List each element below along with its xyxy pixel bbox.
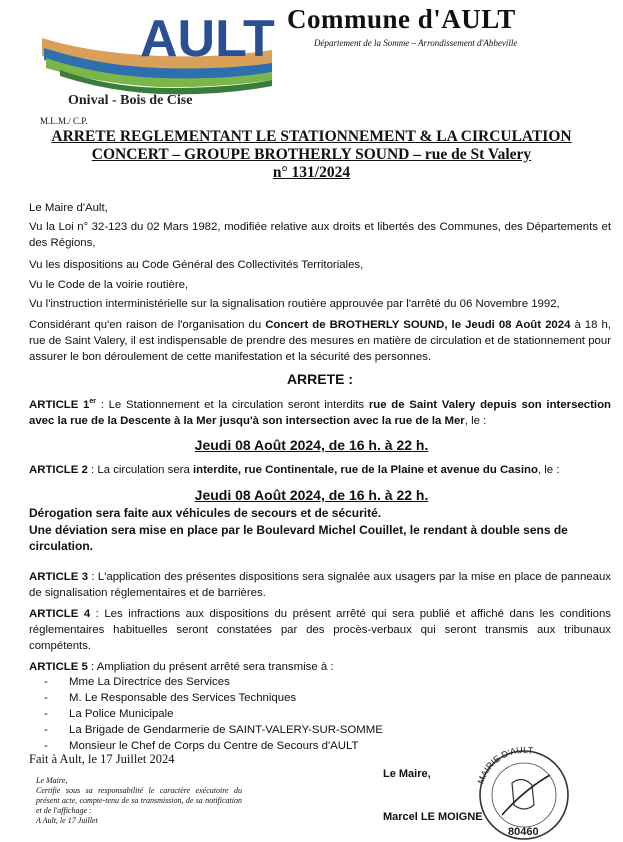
svg-text:MAIRIE D'AULT: MAIRIE D'AULT (475, 744, 534, 786)
commune-name: Commune d'AULT (287, 4, 516, 34)
list-item: - Monsieur le Chef de Corps du Centre de Secours d'AULT (44, 740, 359, 752)
vu-cgct: Vu les dispositions au Code Général des Collectivités Territoriales, (29, 259, 364, 271)
ault-logo (40, 8, 275, 108)
deviation: Une déviation sera mise en place par le Boulevard Michel Couillet, le rendant à double sens de circulation. (29, 523, 568, 553)
list-item: - M. Le Responsable des Services Techniques (44, 692, 297, 704)
derogation: Dérogation sera faite aux véhicules de secours et de sécurité. (29, 506, 382, 520)
list-item: - Mme La Directrice des Services (44, 676, 230, 688)
article-3: ARTICLE 3 : L'application des présentes dispositions sera signalée aux usagers par la mise en place de panneaux de signalisation réglementaires et de barrières. (29, 571, 611, 599)
considerant: Considérant qu'en raison de l'organisation du Concert de BROTHERLY SOUND, le Jeudi 08 Août 2024 à 18 h, rue de Saint Valery, il est indispensable de prendre des mesures en matière de circulation et de stationnement pour assurer le bon déroulement de cette manifestation et la sécurité des personnes. (29, 319, 611, 363)
department-line: Département de la Somme – Arrondissement d'Abbeville (314, 38, 518, 48)
signer-title: Le Maire, (383, 768, 431, 780)
decree-title-line2: CONCERT – GROUPE BROTHERLY SOUND – rue de St Valery (91, 146, 532, 163)
article-5: ARTICLE 5 : Ampliation du présent arrêté sera transmise à : (29, 661, 334, 673)
recipient-list (44, 674, 383, 754)
cert-title: Le Maire, (36, 776, 68, 785)
reference-initials: M.L.M./ C.P. (40, 116, 88, 126)
mairie-stamp (462, 735, 582, 840)
article-2: ARTICLE 2 : La circulation sera interdite, rue Continentale, rue de la Plaine et avenue du Casino, le : (29, 464, 560, 476)
cert-text: Certifie sous sa responsabilité le caractère exécutoire du présent acte, compte-tenu de sa transmission, de sa notification et de l'affichage : (36, 786, 242, 815)
decree-title-line1: ARRETE REGLEMENTANT LE STATIONNEMENT & LA CIRCULATION (51, 128, 572, 145)
date-article-1: Jeudi 08 Août 2024, de 16 h. à 22 h. (194, 437, 429, 453)
svg-text:80460: 80460 (508, 826, 539, 838)
signed-place-date: Fait à Ault, le 17 Juillet 2024 (29, 752, 175, 766)
mayor-line: Le Maire d'Ault, (29, 202, 108, 214)
date-article-2: Jeudi 08 Août 2024, de 16 h. à 22 h. (194, 487, 429, 503)
certification-block (36, 776, 242, 826)
arrete-heading: ARRETE : (286, 371, 354, 387)
logo-subtitle: Onival - Bois de Cise (68, 93, 193, 108)
article-1: ARTICLE 1er : Le Stationnement et la circulation seront interdits rue de Saint Valery depuis son intersection avec la rue de la Descente à la Mer jusqu'à son intersection avec la rue de la Mer, le : (29, 398, 611, 427)
list-item: - La Brigade de Gendarmerie de SAINT-VALERY-SUR-SOMME (44, 724, 383, 736)
vu-loi: Vu la Loi n° 32-123 du 02 Mars 1982, modifiée relative aux droits et libertés des Communes, des Départements et des Régions, (29, 221, 611, 249)
cert-place: A Ault, le 17 Juillet (36, 816, 98, 825)
svg-text:AULT: AULT (140, 10, 275, 68)
vu-instruction: Vu l'instruction interministérielle sur la signalisation routière approuvée par l'arrêté du 06 Novembre 1992, (29, 298, 560, 310)
signer-name: Marcel LE MOIGNE (383, 811, 483, 823)
decree-number: n° 131/2024 (272, 164, 351, 181)
vu-voirie: Vu le Code de la voirie routière, (29, 279, 189, 291)
article-4: ARTICLE 4 : Les infractions aux dispositions du présent arrêté qui sera publié et affiché dans les conditions réglementaires habituelles seront constatées par des procès-verbaux qui seront transmis aux tribunaux compétents. (29, 608, 611, 652)
list-item: - La Police Municipale (44, 708, 174, 720)
